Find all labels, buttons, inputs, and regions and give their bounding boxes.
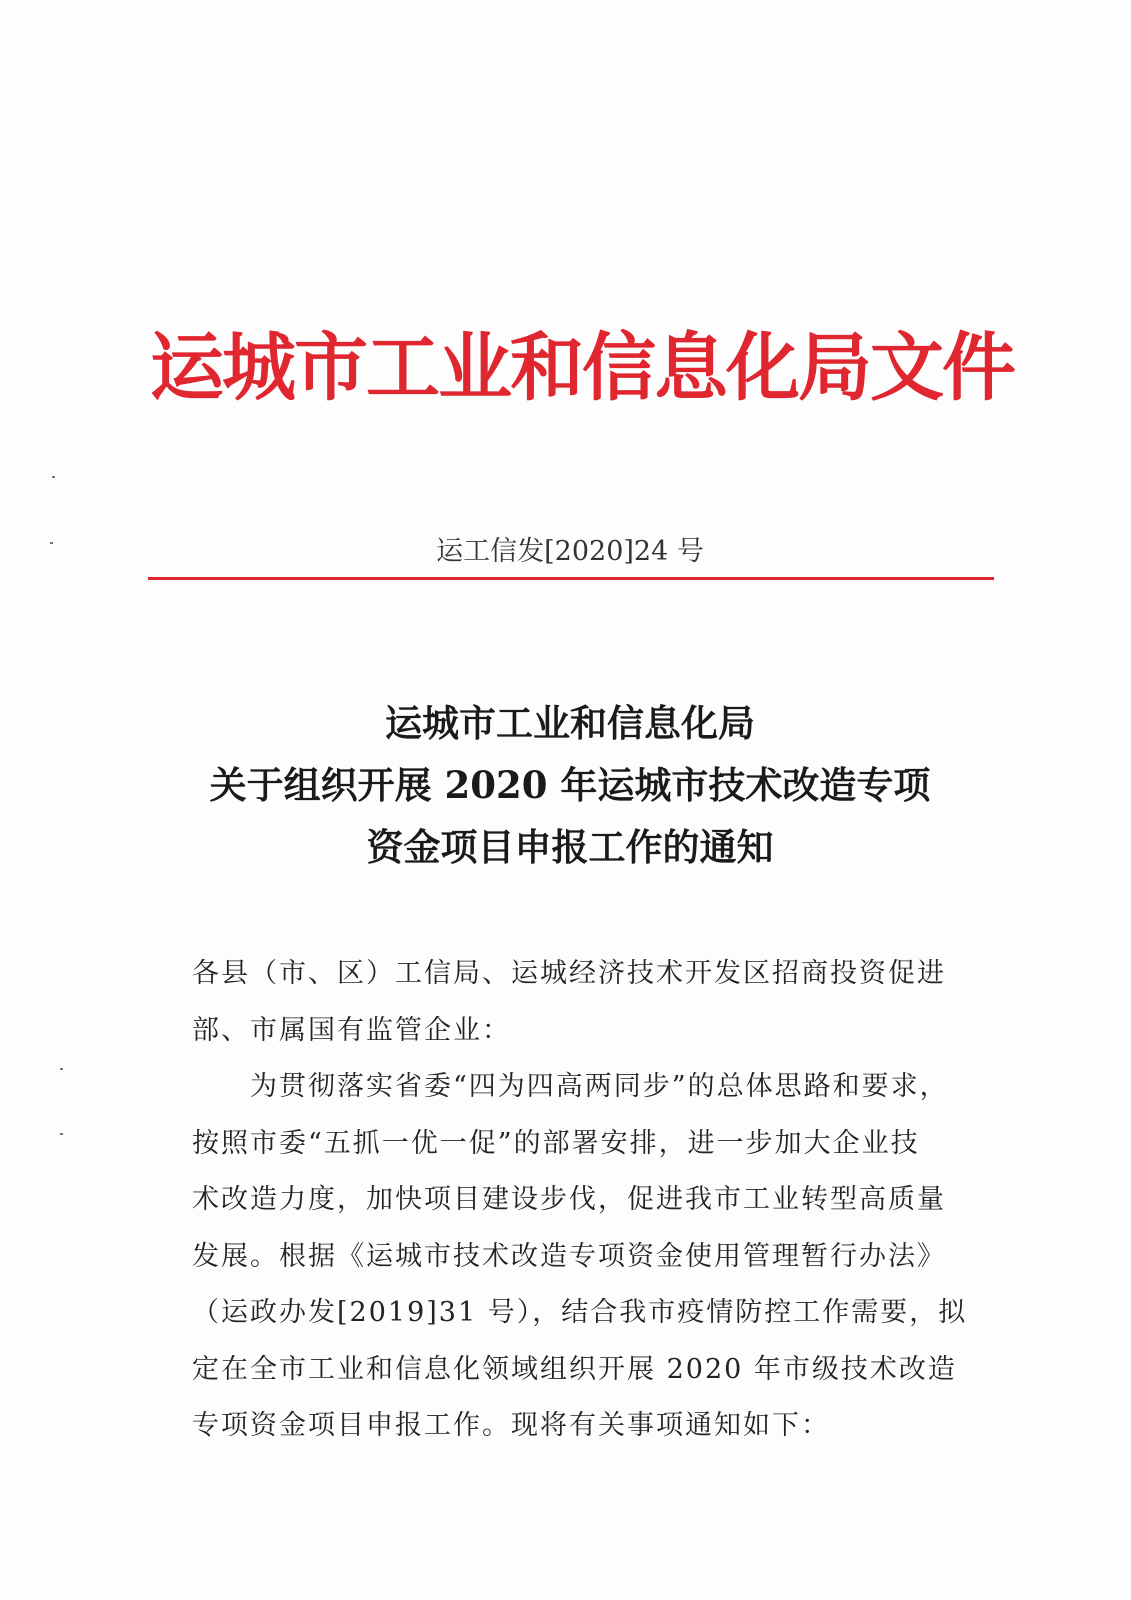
scan-speck <box>60 1133 63 1135</box>
notice-title <box>150 692 990 878</box>
body-line: （运政办发[2019]31 号），结合我市疫情防控工作需要，拟 <box>192 1297 968 1328</box>
notice-body <box>192 946 982 1455</box>
header-divider-line <box>148 577 994 580</box>
title-line-1: 运城市工业和信息化局 <box>385 701 755 745</box>
scan-speck <box>52 476 55 478</box>
body-line: 专项资金项目申报工作。现将有关事项通知如下： <box>192 1410 830 1441</box>
org-header-title: 运城市工业和信息化局文件 <box>150 325 1014 411</box>
body-line: 定在全市工业和信息化领域组织开展 2020 年市级技术改造 <box>192 1353 957 1385</box>
title-line-2: 关于组织开展 2020 年运城市技术改造专项 <box>209 763 931 807</box>
body-line: 为贯彻落实省委“四为四高两同步”的总体思路和要求， <box>192 1071 949 1102</box>
document-number: 运工信发[2020]24 号 <box>436 536 704 567</box>
body-line-addressees: 各县（市、区）工信局、运城经济技术开发区招商投资促进 <box>192 958 946 989</box>
title-line-3: 资金项目申报工作的通知 <box>366 825 774 869</box>
body-line: 发展。根据《运城市技术改造专项资金使用管理暂行办法》 <box>192 1240 946 1272</box>
body-line: 部、市属国有监管企业： <box>192 1014 511 1046</box>
body-line: 按照市委“五抓一优一促”的部署安排，进一步加大企业技 <box>192 1127 920 1159</box>
scan-speck <box>60 1068 63 1070</box>
scan-speck <box>50 542 53 544</box>
body-line: 术改造力度，加快项目建设步伐，促进我市工业转型高质量 <box>192 1184 946 1215</box>
